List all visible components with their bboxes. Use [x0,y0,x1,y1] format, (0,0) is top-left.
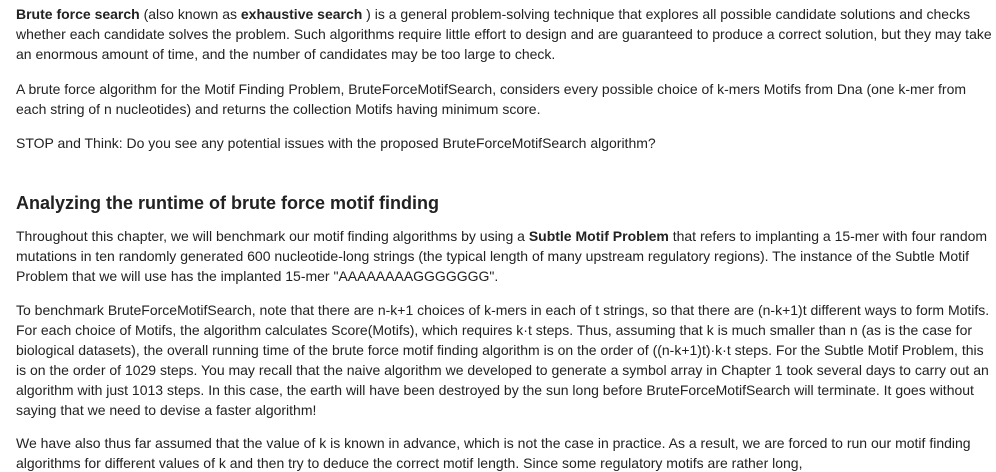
exhaustive-search-term: exhaustive search [240,6,363,22]
stop-and-think-paragraph: STOP and Think: Do you see any potential issues with the proposed BruteForceMotifSearch algorithm? [16,135,656,151]
intro-rest: ) is a general problem-solving technique that explores all possible candidate solutions and checks whether each candidate solves the problem. Such algorithms require little effort to design and are guaranteed to produce a correct solution, but they may take an enormous amount of time, and the number of candidates may be too large to check. [16,6,992,62]
intro-aka-prefix: (also known as [139,6,241,22]
algorithm-description-paragraph: A brute force algorithm for the Motif Finding Problem, BruteForceMotifSearch, considers every possible choice of k-mers Motifs from Dna (one k-mer from each string of n nucleotides) and returns the collection Motifs having minimum score. [16,81,967,117]
brute-force-search-term: Brute force search [16,6,140,22]
benchmark-text-before: Throughout this chapter, we will benchmark our motif finding algorithms by using a [16,228,529,244]
section-heading: Analyzing the runtime of brute force motif finding [16,193,439,213]
intro-paragraph [16,4,992,64]
runtime-paragraph: To benchmark BruteForceMotifSearch, note that there are n-k+1 choices of k-mers in each of t strings, so that there are (n-k+1)t different ways to form Motifs. For each choice of Motifs, the algorithm calculates Score(Motifs), which requires k·t steps. Thus, assuming that k is much smaller than n (as is the case for biological datasets), the overall running time of the brute force motif finding algorithm is on the order of ((n-k+1)t)·k·t steps. For the Subtle Motif Problem, this is on the order of 1029 steps. You may recall that the naive algorithm we developed to generate a symbol array in Chapter 1 took several days to carry out an algorithm with just 1013 steps. In this case, the earth will have been destroyed by the sun long before BruteForceMotifSearch will terminate. It goes without saying that we need to devise a faster algorithm! [16,302,990,418]
motif-length-paragraph: We have also thus far assumed that the value of k is known in advance, which is not the case in practice. As a result, we are forced to run our motif finding algorithms for different values of k and then try to deduce the correct motif length. Since some regulatory motifs are rather long, [16,435,971,471]
subtle-motif-problem-term: Subtle Motif Problem [528,228,669,244]
benchmark-paragraph [16,226,992,286]
benchmark-text-after: that refers to implanting a 15-mer with four random mutations in ten randomly generated 600 nucleotide-long strings (the typical length of many upstream regulatory regions). The instance of the Subtle Motif Problem that we will use has the implanted 15-mer "AAAAAAAAGGGGGGG". [16,228,988,284]
